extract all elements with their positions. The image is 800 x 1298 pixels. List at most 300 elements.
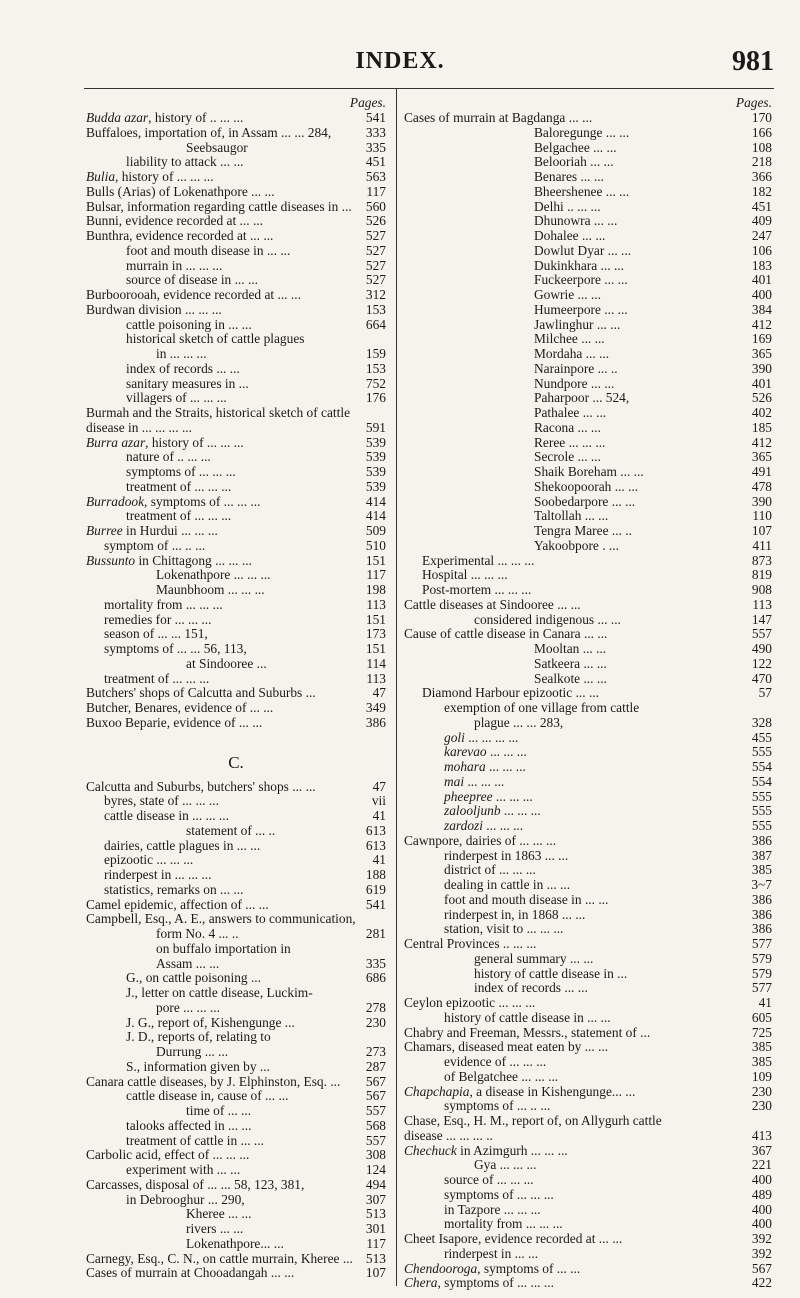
entry-text: rinderpest in ... ... ...: [104, 867, 212, 882]
entry-text: district of ... ... ...: [444, 862, 536, 878]
index-entry: [86, 362, 386, 377]
entry-text: Cheet Isapore, evidence recorded at ... ...: [404, 1231, 623, 1246]
entry-text: experiment with ... ...: [126, 1162, 241, 1177]
index-entry: [86, 509, 386, 524]
index-entry: [404, 1276, 772, 1291]
entry-text: evidence of ... ... ...: [444, 1054, 547, 1069]
entry-text: time of ... ...: [186, 1103, 252, 1118]
index-entry: [404, 155, 772, 170]
entry-page-number: 478: [751, 478, 772, 494]
index-entry: [404, 686, 772, 701]
entry-text: symptoms of ... .. ...: [444, 1098, 551, 1114]
entry-page-number: 402: [751, 405, 772, 420]
index-entry: [404, 1040, 772, 1055]
index-entry: [86, 1222, 386, 1237]
entry-text: zalooljunb ... ... ...: [444, 803, 541, 819]
index-entry: [86, 809, 386, 824]
index-entry: [86, 1148, 386, 1163]
index-entry: [86, 1252, 386, 1267]
pages-heading-left: Pages.: [349, 95, 386, 110]
index-entry: [404, 642, 772, 657]
entry-text: Bunni, evidence recorded at ... ...: [86, 213, 263, 229]
index-entry: [86, 347, 386, 362]
entry-text: remedies for ... ... ...: [104, 611, 212, 627]
entry-page-number: 114: [366, 655, 386, 671]
index-entry: [86, 111, 386, 126]
index-entry: [86, 1193, 386, 1208]
entry-text: Bulsar, information regarding cattle diseases in ...: [86, 198, 352, 214]
entry-text: exemption of one village from cattle: [444, 700, 640, 715]
index-entry: [86, 568, 386, 583]
entry-page-number: 664: [365, 316, 386, 332]
index-entry: [404, 539, 772, 554]
pages-heading-right: Pages.: [735, 95, 772, 110]
entry-text: epizootic ... ... ...: [104, 852, 194, 868]
index-entry: [404, 745, 772, 760]
entry-page-number: 117: [366, 567, 386, 583]
entry-page-number: 107: [751, 523, 772, 538]
index-entry: [404, 185, 772, 200]
index-entry: [404, 465, 772, 480]
index-entry: [404, 450, 772, 465]
entry-text: Central Provinces .. ... ...: [404, 936, 537, 951]
entry-text: Yakoobpore . ...: [534, 537, 619, 553]
entry-page-number: 554: [751, 759, 772, 774]
entry-page-number: 490: [751, 641, 772, 656]
entry-text: nature of .. ... ...: [126, 449, 211, 465]
index-entry: [86, 244, 386, 259]
index-entry: [86, 598, 386, 613]
entry-text: sanitary measures in ...: [126, 375, 249, 391]
index-entry: [404, 922, 772, 937]
entry-text: Pathalee ... ...: [534, 405, 607, 420]
index-entry: [86, 1045, 386, 1060]
entry-text: Gya ... ... ...: [474, 1157, 537, 1173]
entry-text: statement of ... ..: [186, 822, 276, 838]
entry-page-number: 554: [751, 773, 772, 789]
index-entry: [404, 214, 772, 229]
entry-page-number: 385: [751, 1054, 772, 1069]
entry-page-number: 307: [365, 1191, 386, 1207]
index-entry: [86, 868, 386, 883]
index-entry: [404, 878, 772, 893]
index-entry: [86, 480, 386, 495]
index-entry: [86, 613, 386, 628]
entry-text: Benares ... ...: [534, 169, 604, 184]
index-entry: [404, 981, 772, 996]
index-entry: [86, 170, 386, 185]
entry-page-number: 401: [751, 375, 772, 391]
entry-page-number: 567: [751, 1260, 772, 1276]
entry-page-number: 412: [751, 434, 772, 450]
index-entry: [86, 1207, 386, 1222]
entry-page-number: 579: [751, 965, 772, 981]
index-entry: [86, 303, 386, 318]
entry-page-number: 489: [751, 1186, 772, 1202]
index-entry: [404, 303, 772, 318]
index-entry: [86, 1119, 386, 1134]
entry-text: Delhi .. ... ...: [534, 198, 601, 214]
entry-text: Mordaha ... ...: [534, 346, 610, 361]
entry-text: rinderpest in ... ...: [444, 1245, 539, 1261]
index-entry: [404, 819, 772, 834]
index-entry: [404, 1247, 772, 1262]
entry-page-number: 57: [758, 685, 772, 701]
entry-page-number: 173: [365, 626, 386, 642]
entry-text: Narainpore ... ..: [534, 360, 618, 376]
entry-page-number: 113: [752, 596, 772, 612]
entry-text: G., on cattle poisoning ...: [126, 970, 262, 986]
index-entry: [404, 1173, 772, 1188]
entry-text: Chendooroga, symptoms of ... ...: [404, 1260, 581, 1276]
entry-page-number: 414: [365, 493, 386, 509]
entry-text: Tengra Maree ... ..: [534, 523, 632, 538]
index-entry: [404, 893, 772, 908]
entry-page-number: 527: [365, 242, 386, 258]
index-entry: [86, 1237, 386, 1252]
entry-page-number: 605: [751, 1009, 772, 1025]
entry-page-number: 166: [751, 124, 772, 140]
entry-page-number: 273: [365, 1044, 386, 1059]
index-entry: [86, 794, 386, 809]
entry-text: disease in ... ... ... ...: [86, 419, 192, 435]
entry-page-number: 365: [751, 449, 772, 465]
index-entry: [86, 185, 386, 200]
entry-text: Fuckeerpore ... ...: [534, 272, 628, 288]
index-entry: [86, 377, 386, 392]
index-entry: [404, 908, 772, 923]
entry-page-number: 185: [751, 419, 772, 435]
index-entry: [404, 480, 772, 495]
entry-page-number: 567: [365, 1088, 386, 1104]
index-entry: [404, 583, 772, 598]
entry-page-number: 109: [751, 1068, 772, 1084]
index-entry: [404, 716, 772, 731]
entry-text: rivers ... ...: [186, 1221, 244, 1236]
index-entry: [404, 554, 772, 569]
index-entry: [86, 126, 386, 141]
entry-text: Carbolic acid, effect of ... ... ...: [86, 1147, 250, 1163]
entry-text: Bunthra, evidence recorded at ... ...: [86, 228, 274, 243]
entry-text: symptom of ... .. ...: [104, 537, 206, 553]
entry-page-number: 385: [751, 1039, 772, 1055]
entry-text: Burra azar, history of ... ... ...: [86, 434, 244, 450]
entry-text: pore ... ... ...: [156, 999, 220, 1015]
entry-text: murrain in ... ... ...: [126, 257, 223, 273]
entry-text: villagers of ... ... ...: [126, 390, 227, 406]
index-entry: [86, 824, 386, 839]
entry-text: symptoms of ... ... ...: [444, 1186, 554, 1202]
entry-text: Chapchapia, a disease in Kishengunge... ...: [404, 1083, 636, 1099]
entry-text: Lokenathpore... ...: [186, 1235, 284, 1251]
index-entry: [404, 111, 772, 126]
entry-text: cattle poisoning in ... ...: [126, 316, 252, 332]
entry-page-number: 555: [751, 788, 772, 804]
entry-text: Humeerpore ... ...: [534, 301, 628, 317]
entry-page-number: 349: [365, 700, 386, 715]
entry-text: Jawlinghur ... ...: [534, 316, 621, 332]
entry-page-number: 170: [751, 110, 772, 125]
index-entry: [86, 701, 386, 716]
entry-page-number: 400: [751, 287, 772, 302]
entry-text: mortality from ... ... ...: [444, 1216, 563, 1232]
entry-text: J. D., reports of, relating to: [126, 1029, 271, 1045]
index-entry: [404, 244, 772, 259]
index-entry: [404, 436, 772, 451]
index-entry: [404, 731, 772, 746]
entry-page-number: 539: [365, 449, 386, 465]
index-entry: [86, 1104, 386, 1119]
entries-b: [86, 111, 386, 731]
entry-page-number: 555: [751, 818, 772, 833]
entry-text: Dukinkhara ... ...: [534, 257, 624, 273]
entry-page-number: 308: [365, 1147, 386, 1163]
index-entry: [86, 318, 386, 333]
column-divider: [396, 88, 397, 1286]
index-entry: [404, 1203, 772, 1218]
right-column: [404, 96, 772, 1291]
entry-page-number: 527: [365, 272, 386, 288]
entry-text: liability to attack ... ...: [126, 154, 244, 170]
entry-text: Maunbhoom ... ... ...: [156, 582, 265, 597]
index-entry: [86, 583, 386, 598]
index-entry: [404, 1114, 772, 1129]
index-entry: [86, 1178, 386, 1193]
index-entry: [404, 495, 772, 510]
entry-page-number: 41: [372, 852, 386, 868]
entry-text: season of ... ... 151,: [104, 626, 208, 642]
entry-page-number: 367: [751, 1142, 772, 1158]
index-entry: [86, 524, 386, 539]
entry-text: Cases of murrain at Chooadangah ... ...: [86, 1265, 295, 1281]
entry-page-number: 560: [365, 198, 386, 214]
entry-text: Chechuck in Azimgurh ... ... ...: [404, 1142, 568, 1158]
entry-page-number: 513: [365, 1250, 386, 1266]
entry-text: foot and mouth disease in ... ...: [126, 242, 291, 258]
entry-page-number: 541: [365, 110, 386, 125]
index-entry: [404, 952, 772, 967]
entry-text: Diamond Harbour epizootic ... ...: [422, 685, 600, 701]
entry-page-number: 527: [365, 228, 386, 243]
entry-page-number: 510: [365, 537, 386, 553]
entry-page-number: 386: [751, 921, 772, 937]
entry-page-number: 386: [751, 891, 772, 907]
index-entry: [86, 642, 386, 657]
entry-text: Milchee ... ...: [534, 331, 605, 347]
running-header-title: INDEX.: [355, 48, 445, 74]
entry-page-number: 176: [365, 390, 386, 406]
entry-page-number: 539: [365, 434, 386, 450]
index-entry: [86, 883, 386, 898]
entry-page-number: 218: [751, 154, 772, 170]
entry-text: Mooltan ... ...: [534, 641, 607, 656]
entry-text: mohara ... ... ...: [444, 759, 526, 774]
entry-text: Belooriah ... ...: [534, 154, 614, 170]
entry-text: treatment of ... ... ...: [126, 508, 232, 524]
index-entry: [86, 971, 386, 986]
entry-text: source of disease in ... ...: [126, 272, 259, 288]
entry-text: Buffaloes, importation of, in Assam ... ... 284,: [86, 124, 332, 140]
entry-page-number: 451: [751, 198, 772, 214]
entry-page-number: 151: [365, 611, 386, 627]
entry-text: Chase, Esq., H. M., report of, on Allygurh cattle: [404, 1113, 662, 1128]
entry-page-number: 386: [365, 714, 386, 730]
entry-text: Calcutta and Suburbs, butchers' shops ... ...: [86, 778, 316, 794]
entry-text: index of records ... ...: [474, 980, 588, 996]
entries-c: [86, 780, 386, 1282]
index-entry: [86, 942, 386, 957]
entry-page-number: 41: [372, 808, 386, 823]
entry-page-number: 110: [752, 508, 772, 524]
index-entry: [86, 657, 386, 672]
entry-page-number: 591: [365, 419, 386, 435]
entry-page-number: 113: [366, 670, 386, 686]
index-entry: [404, 627, 772, 642]
entry-page-number: 400: [751, 1201, 772, 1217]
entry-page-number: 873: [751, 552, 772, 568]
entry-text: Camel epidemic, affection of ... ...: [86, 896, 269, 912]
entry-text: Bulia, history of ... ... ...: [86, 169, 214, 184]
entry-text: Burboorooah, evidence recorded at ... ...: [86, 287, 301, 302]
index-entry: [86, 288, 386, 303]
entry-text: Chabry and Freeman, Messrs., statement of ...: [404, 1024, 651, 1040]
entry-text: Belgachee ... ...: [534, 139, 617, 155]
entry-page-number: 366: [751, 169, 772, 184]
entry-text: Taltollah ... ...: [534, 508, 609, 524]
entry-page-number: 539: [365, 464, 386, 479]
entry-page-number: 422: [751, 1275, 772, 1291]
entry-page-number: 557: [365, 1132, 386, 1148]
entry-page-number: 287: [365, 1058, 386, 1074]
index-entry: [404, 613, 772, 628]
index-entry: [404, 273, 772, 288]
entry-text: Campbell, Esq., A. E., answers to communication,: [86, 911, 356, 927]
entry-text: treatment of cattle in ... ...: [126, 1132, 264, 1148]
entry-text: Satkeera ... ...: [534, 655, 607, 671]
entry-text: Gowrie ... ...: [534, 287, 601, 302]
index-entry: [86, 273, 386, 288]
entry-text: goli ... ... ... ...: [444, 729, 519, 745]
entry-page-number: 117: [366, 1235, 386, 1251]
entry-text: treatment of ... ... ...: [126, 478, 232, 494]
entry-text: Buxoo Beparie, evidence of ... ...: [86, 714, 263, 730]
entry-page-number: 108: [751, 139, 772, 155]
entry-page-number: 401: [751, 272, 772, 288]
entry-text: Nundpore ... ...: [534, 375, 615, 391]
entry-page-number: 247: [751, 228, 772, 243]
entry-text: foot and mouth disease in ... ...: [444, 891, 609, 907]
index-entry: [404, 1055, 772, 1070]
index-entry: [86, 155, 386, 170]
entry-page-number: 400: [751, 1216, 772, 1232]
entry-page-number: 563: [365, 169, 386, 184]
index-entry: [86, 1001, 386, 1016]
entry-page-number: 567: [365, 1073, 386, 1089]
index-entry: [404, 598, 772, 613]
entry-page-number: 281: [365, 926, 386, 941]
index-entry: [86, 421, 386, 436]
entry-text: Cases of murrain at Bagdanga ... ...: [404, 110, 593, 125]
entry-text: Baloregunge ... ...: [534, 124, 630, 140]
index-entry: [86, 912, 386, 927]
entry-page-number: 908: [751, 582, 772, 597]
entry-page-number: vii: [371, 793, 386, 809]
entry-text: karevao ... ... ...: [444, 744, 527, 760]
index-entry: [86, 450, 386, 465]
entry-text: historical sketch of cattle plagues: [126, 331, 305, 347]
entry-text: symptoms of ... ... 56, 113,: [104, 641, 247, 656]
entry-text: in ... ... ...: [156, 346, 207, 361]
index-entry: [86, 686, 386, 701]
entry-text: on buffalo importation in: [156, 940, 291, 956]
entry-text: dealing in cattle in ... ...: [444, 877, 571, 892]
entry-page-number: 557: [751, 626, 772, 642]
entry-text: Kheree ... ...: [186, 1206, 252, 1222]
index-entry: [404, 141, 772, 156]
index-entry: [404, 672, 772, 687]
entry-page-number: 414: [365, 508, 386, 524]
index-entry: [404, 200, 772, 215]
entry-text: Ceylon epizootic ... ... ...: [404, 995, 536, 1010]
index-entry: [86, 927, 386, 942]
entry-page-number: 539: [365, 478, 386, 494]
entry-text: Burmah and the Straits, historical sketch of cattle: [86, 405, 351, 420]
index-entry: [86, 839, 386, 854]
index-entry: [86, 436, 386, 451]
entry-page-number: 613: [365, 837, 386, 853]
entry-page-number: 328: [751, 714, 772, 730]
index-entry: [404, 937, 772, 952]
entry-text: Bulls (Arias) of Lokenathpore ... ...: [86, 183, 275, 199]
entry-page-number: 122: [751, 655, 772, 671]
entry-page-number: 470: [751, 670, 772, 686]
index-entry: [86, 672, 386, 687]
entry-text: Soobedarpore ... ...: [534, 493, 636, 509]
index-entry: [86, 200, 386, 215]
entry-text: Dohalee ... ...: [534, 228, 606, 243]
index-entry: [404, 863, 772, 878]
entry-page-number: 47: [372, 685, 386, 701]
entry-text: statistics, remarks on ... ...: [104, 881, 244, 897]
entry-page-number: 686: [365, 970, 386, 986]
entry-page-number: 301: [365, 1221, 386, 1236]
index-entry: [404, 834, 772, 849]
entry-text: Cattle diseases at Sindooree ... ...: [404, 596, 581, 612]
entry-text: Experimental ... ... ...: [422, 552, 535, 568]
entry-text: Hospital ... ... ...: [422, 567, 508, 583]
entry-page-number: 183: [751, 257, 772, 273]
entry-page-number: 386: [751, 906, 772, 922]
index-entry: [86, 1163, 386, 1178]
index-entry: [404, 790, 772, 805]
entry-page-number: 386: [751, 832, 772, 848]
entry-page-number: 752: [365, 375, 386, 391]
entry-text: Butchers' shops of Calcutta and Suburbs ...: [86, 685, 316, 701]
index-entry: [86, 1075, 386, 1090]
entry-text: in Tazpore ... ... ...: [444, 1201, 541, 1217]
entry-text: Durrung ... ...: [156, 1044, 229, 1059]
index-entry: [404, 229, 772, 244]
entry-page-number: 557: [365, 1103, 386, 1118]
entry-text: J., letter on cattle disease, Luckim-: [126, 985, 313, 1000]
entry-page-number: 147: [751, 611, 772, 627]
entry-page-number: 411: [752, 537, 772, 553]
index-entry: [86, 391, 386, 406]
index-entry: [404, 332, 772, 347]
index-entry: [86, 716, 386, 731]
entry-text: mortality from ... ... ...: [104, 596, 223, 612]
entry-text: in Debrooghur ... 290,: [126, 1191, 245, 1207]
